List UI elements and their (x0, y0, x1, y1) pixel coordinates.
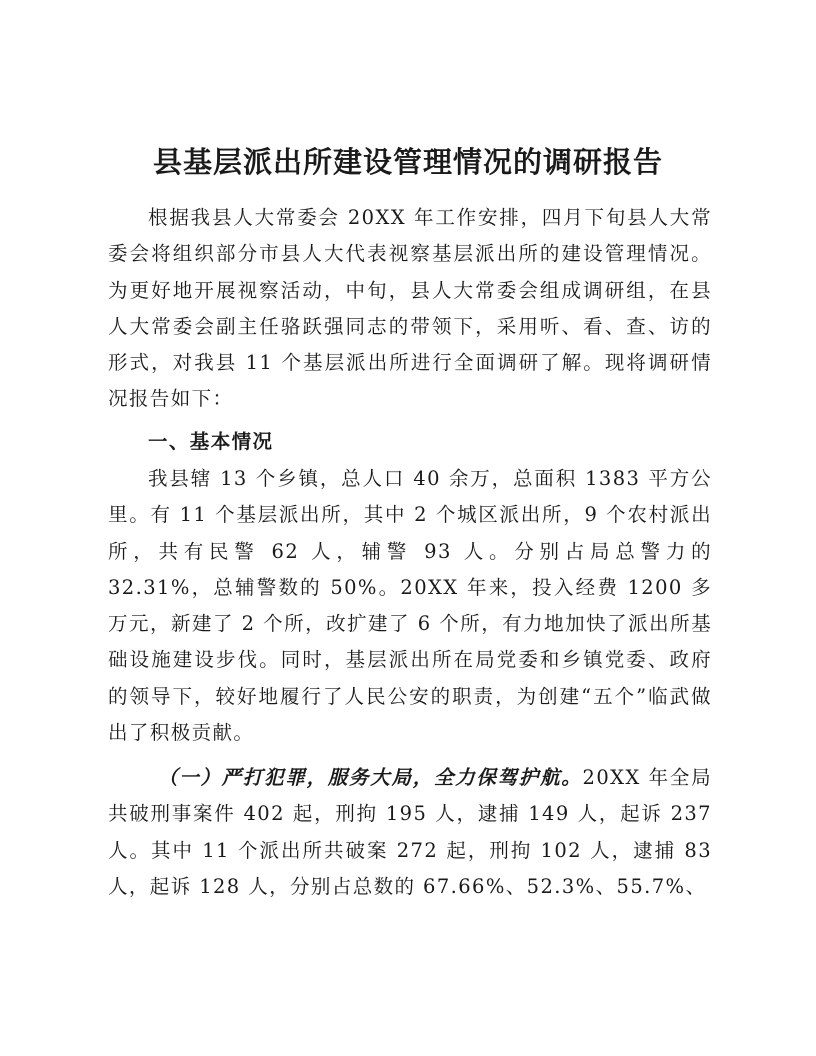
subsection-lead-text: （一）严打犯罪，服务大局，全力保驾护航。 (158, 766, 583, 789)
document-title: 县基层派出所建设管理情况的调研报告 (152, 145, 663, 179)
intro-paragraph: 根据我县人大常委会 20XX 年工作安排，四月下旬县人大常委会将组织部分市县人大代表视察基层派出所的建设管理情况。为更好地开展视察活动，中旬，县人大常委会组成调研组，在县人大常委会副主任骆跃强同志的带领下，采用听、看、查、访的形式，对我县 11 个基层派出所进行全面调研了解。现将调研情况报告如下： (108, 206, 712, 411)
section-heading-basic-situation: 一、基本情况 (148, 430, 274, 453)
subsection-body-text: 20XX 年全局共破刑事案件 402 起，刑拘 195 人，逮捕 149 人，起诉 237 人。其中 11 个派出所共破案 272 起，刑拘 102 人，逮捕 83 人，起诉 128 人，分别占总数的 67.66%、52.3%、55.7%、 (108, 766, 712, 898)
subsection-crackdown-paragraph (108, 760, 712, 905)
basic-situation-paragraph: 我县辖 13 个乡镇，总人口 40 余万，总面积 1383 平方公里。有 11 个基层派出所，其中 2 个城区派出所，9 个农村派出所，共有民警 62 人，辅警 93 人。分别占局总警力的 32.31%，总辅警数的 50%。20XX 年来，投入经费 1200 多万元，新建了 2 个所，改扩建了 6 个所，有力地加快了派出所基础设施建设步伐。同时，基层派出所在局党委和乡镇党委、政府的领导下，较好地履行了人民公安的职责，为创建“五个”临武做出了积极贡献。 (108, 467, 712, 745)
